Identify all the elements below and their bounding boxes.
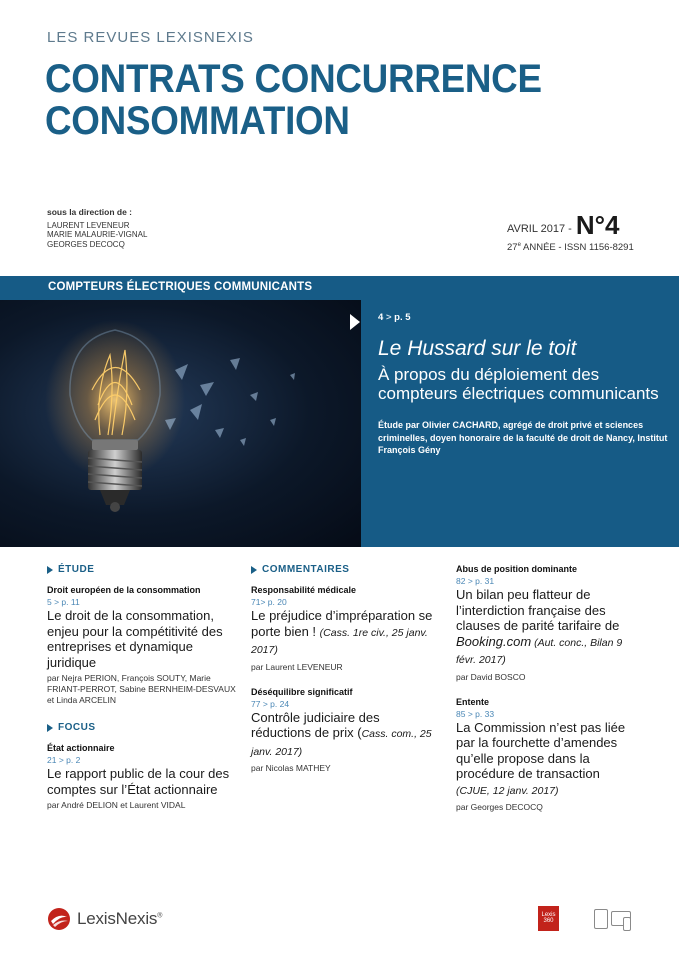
article-ref: 5 > p. 11 bbox=[47, 597, 80, 607]
column-commentaires bbox=[251, 564, 436, 774]
feature-band-label: COMPTEURS ÉLECTRIQUES COMMUNICANTS bbox=[0, 276, 355, 300]
feature-pointer bbox=[350, 314, 360, 330]
column-right bbox=[456, 564, 636, 813]
lightbulb-image bbox=[0, 300, 361, 547]
lexisnexis-emblem-icon bbox=[47, 907, 71, 931]
director-name: LAURENT LEVENEUR bbox=[47, 220, 130, 230]
section-focus-heading: FOCUS bbox=[47, 722, 237, 733]
feature-ref: 4 > p. 5 bbox=[378, 312, 411, 323]
direction-label: sous la direction de : bbox=[47, 207, 133, 217]
journal-title: CONTRATS CONCURRENCE CONSOMMATION bbox=[45, 57, 542, 143]
direction-block bbox=[47, 208, 147, 249]
article-category: Abus de position dominante bbox=[456, 564, 577, 574]
article-ref: 21 > p. 2 bbox=[47, 755, 81, 765]
article-ref: 71> p. 20 bbox=[251, 597, 287, 607]
article-category: État actionnaire bbox=[47, 743, 115, 753]
article-category: Entente bbox=[456, 696, 490, 707]
article-authors: par Nejra PERION, François SOUTY, Marie FRIANT-PERROT, Sabine BERNHEIM-DESVAUX et Linda ARCELIN bbox=[47, 673, 236, 705]
triangle-right-icon bbox=[251, 566, 257, 574]
lexisnexis-logo bbox=[47, 907, 162, 931]
article-ref: 82 > p. 31 bbox=[456, 576, 495, 586]
section-commentaires-heading: COMMENTAIRES bbox=[251, 564, 436, 575]
issue-number: N°4 bbox=[575, 210, 620, 240]
article-ref: 85 > p. 33 bbox=[456, 708, 495, 719]
feature-subtitle: À propos du déploiement des compteurs électriques communicants bbox=[378, 365, 659, 403]
revues-label: LES REVUES LEXISNEXIS bbox=[47, 29, 254, 46]
feature-article[interactable] bbox=[378, 312, 668, 457]
article-title[interactable]: Le rapport public de la cour des comptes sur l’État actionnaire bbox=[47, 766, 230, 797]
triangle-right-icon bbox=[47, 724, 53, 732]
article-title[interactable]: Un bilan peu flatteur de l’interdiction française des clauses de parité tarifaire de Booking.com (Aut. conc., Bilan 9 févr. 2017) bbox=[456, 587, 623, 666]
director-name: GEORGES DECOCQ bbox=[47, 239, 125, 249]
column-etude bbox=[47, 564, 237, 811]
article-title[interactable]: Contrôle judiciaire des réductions de prix (Cass. com., 25 janv. 2017) bbox=[251, 709, 432, 758]
brand-name: LexisNexis® bbox=[77, 909, 163, 928]
lexis360-badge: Lexis 360 bbox=[538, 906, 559, 931]
article-authors: par David BOSCO bbox=[456, 671, 526, 682]
issue-date: AVRIL 2017 - bbox=[507, 223, 572, 235]
tablet-icon bbox=[594, 909, 608, 929]
article-authors: par Nicolas MATHEY bbox=[251, 763, 331, 773]
article-category: Déséquilibre significatif bbox=[251, 686, 353, 697]
director-name: MARIE MALAURIE-VIGNAL bbox=[47, 230, 148, 239]
section-etude-heading: ÉTUDE bbox=[47, 564, 237, 575]
article-category: Responsabilité médicale bbox=[251, 585, 357, 595]
article-category: Droit européen de la consommation bbox=[47, 585, 201, 595]
article-ref: 77 > p. 24 bbox=[251, 698, 290, 709]
issue-info bbox=[507, 212, 647, 253]
article-authors: par Laurent LEVENEUR bbox=[251, 661, 343, 672]
article-title[interactable]: Le préjudice d’impréparation se porte bien ! (Cass. 1re civ., 25 janv. 2017) bbox=[251, 608, 433, 656]
phone-icon bbox=[623, 917, 631, 931]
feature-author: Étude par Olivier CACHARD, agrégé de droit privé et sciences criminelles, doyen honoraire de la faculté de droit de Nancy, Institut François Gény bbox=[378, 420, 668, 455]
issue-meta: 27e ANNÉE - ISSN 1156-8291 bbox=[507, 242, 634, 254]
triangle-right-icon bbox=[47, 566, 53, 574]
feature-title[interactable]: Le Hussard sur le toit bbox=[378, 337, 577, 360]
article-title[interactable]: La Commission n’est pas liée par la fourchette d’amendes qu’elle propose dans la procédure de transaction (CJUE, 12 janv. 2017) bbox=[456, 719, 626, 797]
article-authors: par André DELION et Laurent VIDAL bbox=[47, 800, 186, 810]
article-title[interactable]: Le droit de la consommation, enjeu pour la compétitivité des entreprises et dynamique juridique bbox=[47, 608, 223, 670]
article-authors: par Georges DECOCQ bbox=[456, 802, 543, 812]
